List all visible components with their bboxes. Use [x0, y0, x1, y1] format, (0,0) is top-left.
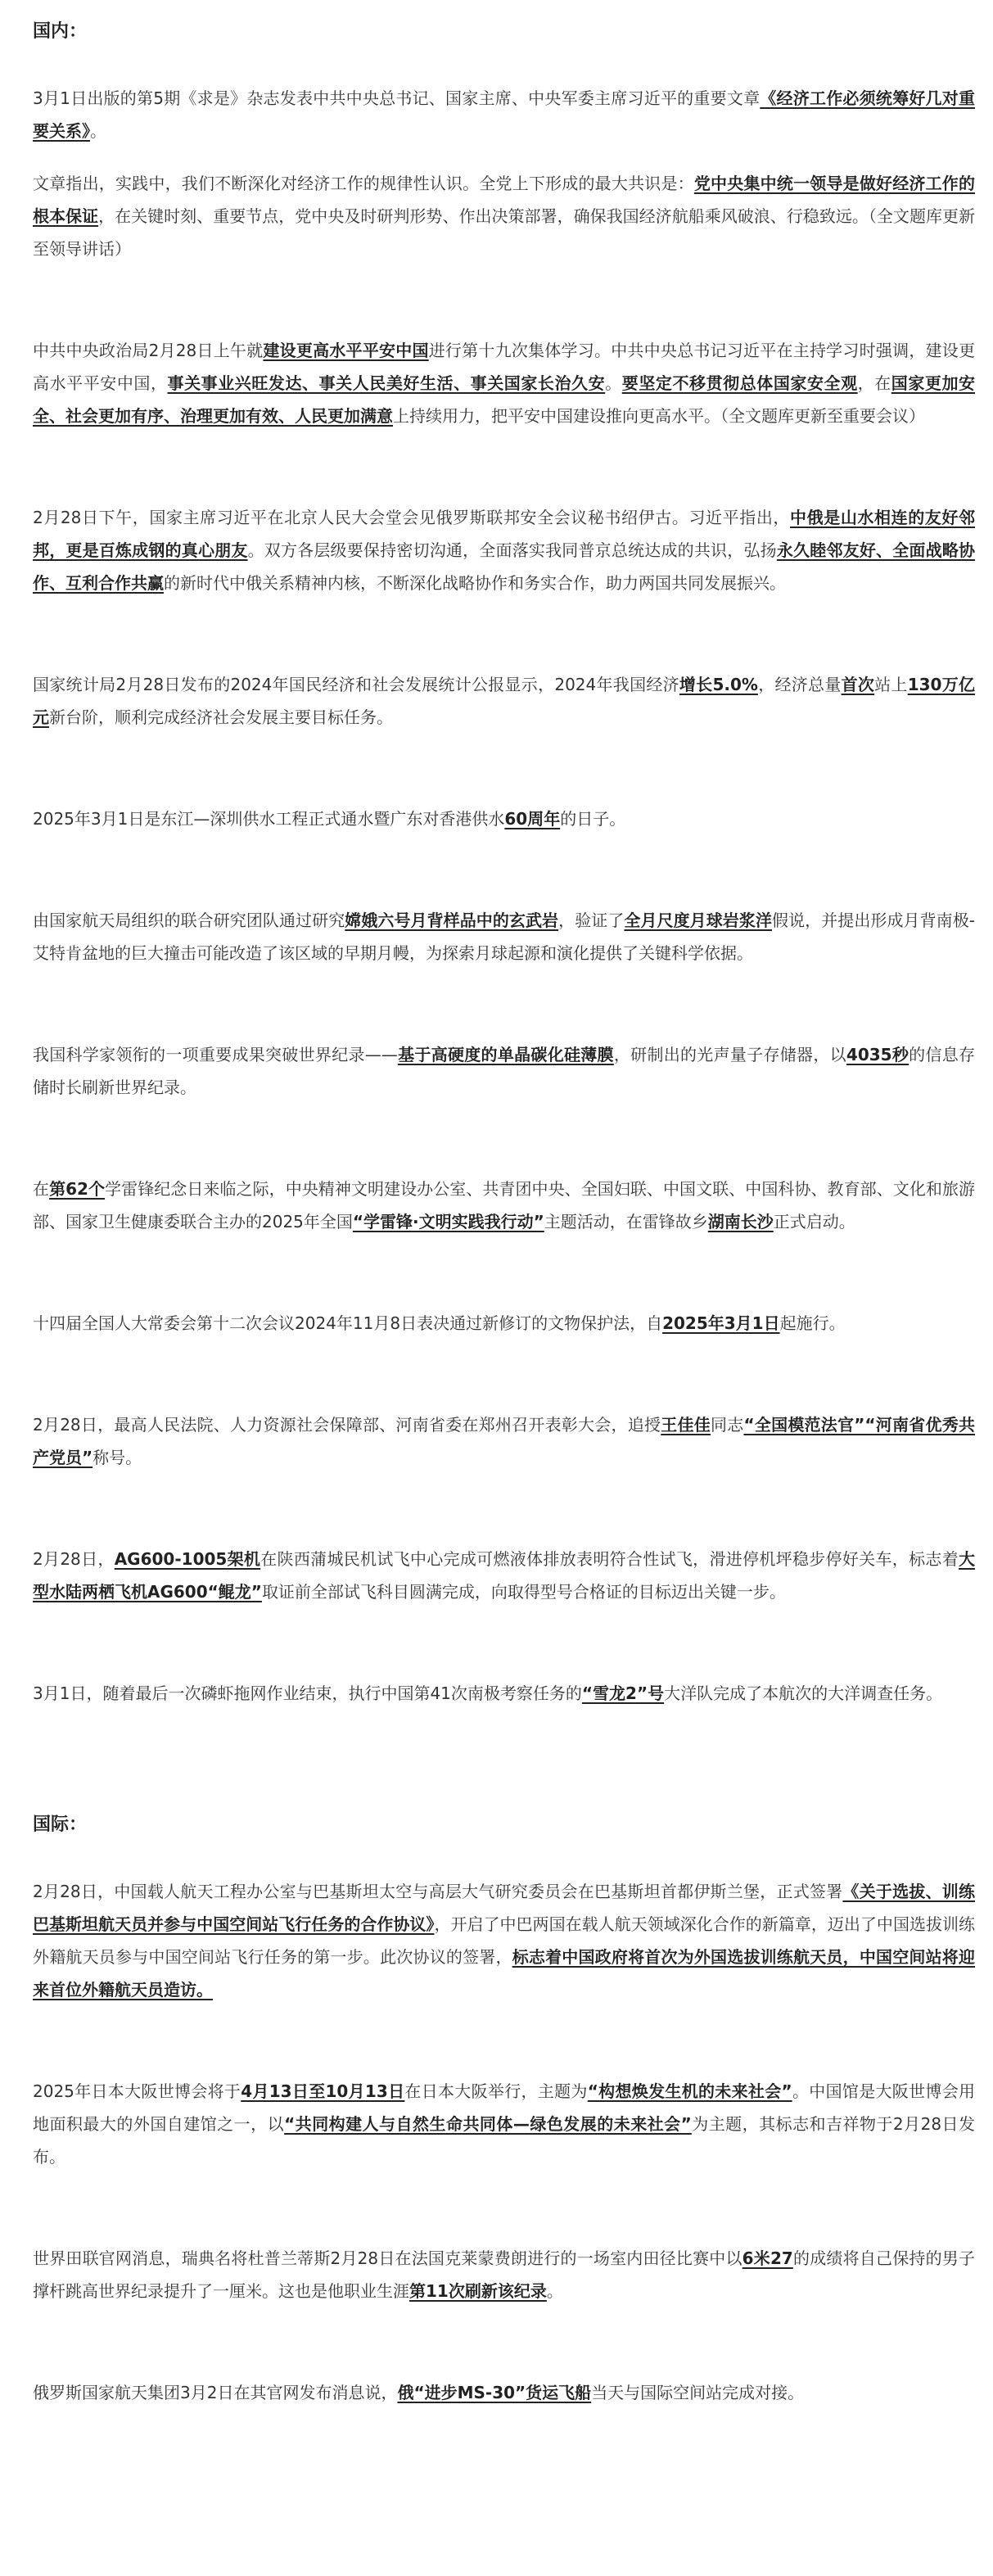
key-phrase: 湖南长沙	[707, 1212, 774, 1232]
body-text: 俄罗斯国家航天集团3月2日在其官网发布消息说，	[33, 2383, 398, 2402]
key-phrase: 中俄是山水相连的友好邻邦，更是百炼成钢的真心朋友	[33, 508, 975, 560]
body-text: 2月28日下午，国家主席习近平在北京人民大会堂会见俄罗斯联邦安全会议秘书绍伊古。习近平指出，	[33, 508, 791, 527]
body-text: 在陕西蒲城民机试飞中心完成可燃液体排放表明符合性试飞，滑进停机坪稳步停好关车，标志着	[260, 1549, 959, 1569]
body-text: 进行第十九次集体学习。中共中央总书记习近平在主持学习时强调，建设更高水平平安中国，	[33, 341, 976, 393]
body-text: 2025年3月1日是东江—深圳供水工程正式通水暨广东对香港供水	[33, 809, 505, 829]
body-text: ，在	[857, 373, 891, 393]
body-text: ，验证了	[558, 911, 625, 930]
key-phrase: 《经济工作必须统筹好几对重要关系》	[33, 88, 975, 141]
body-text: ，在关键时刻、重要节点，党中央及时研判形势、作出决策部署，确保我国经济航船乘风破浪、行稳致远。（全文题库更新至领导讲话）	[33, 206, 976, 259]
key-phrase: 标志着中国政府将首次为外国选拔训练航天员，中国空间站将迎来首位外籍航天员造访。	[33, 1947, 976, 2000]
section-title-domestic: 国内：	[33, 21, 88, 42]
key-phrase: 大型水陆两栖飞机AG600“鲲龙”	[33, 1549, 976, 1602]
body-text: 。	[90, 121, 106, 141]
body-text: 大洋队完成了本航次的大洋调查任务。	[664, 1683, 943, 1703]
body-text: 上持续用力，把平安中国建设推向更高水平。（全文题库更新至重要会议）	[393, 406, 925, 426]
body-text: ，开启了中巴两国在载人航天领域深化合作的新篇章，迈出了中国选拔训练外籍航天员参与中国空间站飞行任务的第一步。此次协议的签署，	[33, 1914, 976, 1967]
key-phrase: 基于高硬度的单晶碳化硅薄膜	[397, 1045, 614, 1064]
body-text: 的信息存储时长刷新世界纪录。	[33, 1045, 976, 1097]
body-text: 世界田联官网消息，瑞典名将杜普兰蒂斯2月28日在法国克莱蒙费朗进行的一场室内田径比赛中以	[33, 2248, 742, 2268]
body-text: ，研制出的光声量子存储器，以	[613, 1045, 846, 1064]
body-text: 我国科学家领衔的一项重要成果突破世界纪录——	[33, 1045, 398, 1064]
body-text: 的日子。	[560, 809, 626, 829]
news-paragraph	[33, 1543, 975, 1608]
key-phrase: 永久睦邻友好、全面战略协作、互利合作共赢	[33, 540, 976, 593]
key-phrase: 增长5.0%	[679, 675, 758, 694]
body-text: 当天与国际空间站完成对接。	[591, 2383, 805, 2402]
news-paragraph	[33, 1307, 975, 1340]
key-phrase: “共同构建人与自然生命共同体—绿色发展的未来社会”	[284, 2114, 692, 2134]
body-text: 中共中央政治局2月28日上午就	[33, 341, 264, 360]
body-text: 的新时代中俄关系精神内核，不断深化战略协作和务实合作，助力两国共同发展振兴。	[164, 573, 786, 593]
body-text: 2月28日，中国载人航天工程办公室与巴基斯坦太空与高层大气研究委员会在巴基斯坦首都伊斯兰堡，正式签署	[33, 1882, 843, 1901]
body-text: 假说，并提出形成月背南极-艾特肯盆地的巨大撞击可能改造了该区域的早期月幔，为探索月球起源和演化提供了关键科学依据。	[33, 911, 976, 963]
news-paragraph	[33, 668, 975, 734]
body-text: 国家统计局2月28日发布的2024年国民经济和社会发展统计公报显示，2024年我国经济	[33, 675, 679, 694]
key-phrase: 4035秒	[846, 1045, 909, 1064]
body-text: 同志	[710, 1415, 744, 1435]
news-paragraph	[33, 2376, 975, 2409]
body-text: 在	[33, 1179, 50, 1199]
body-text: ，经济总量	[757, 675, 842, 694]
key-phrase: 4月13日至10月13日	[241, 2081, 405, 2101]
news-paragraph	[33, 167, 975, 265]
key-phrase: 60周年	[504, 809, 561, 829]
body-text: 称号。	[93, 1448, 142, 1467]
body-text: 3月1日出版的第5期《求是》杂志发表中共中央总书记、国家主席、中央军委主席习近平的重要文章	[33, 88, 761, 108]
news-paragraph	[33, 904, 975, 969]
body-text: 起施行。	[779, 1313, 846, 1333]
key-phrase: AG600-1005架机	[114, 1549, 261, 1569]
key-phrase: 王佳佳	[661, 1415, 711, 1435]
news-paragraph	[33, 501, 975, 599]
body-text: 十四届全国人大常委会第十二次会议2024年11月8日表决通过新修订的文物保护法，自	[33, 1313, 663, 1333]
body-text: 由国家航天局组织的联合研究团队通过研究	[33, 911, 345, 930]
news-paragraph	[33, 1875, 975, 2006]
key-phrase: 6米27	[742, 2248, 793, 2268]
body-text: 新台阶，顺利完成经济社会发展主要目标任务。	[49, 707, 393, 727]
body-text: 2025年日本大阪世博会将于	[33, 2081, 241, 2101]
body-text: 。	[546, 2281, 563, 2301]
key-phrase: 2025年3月1日	[662, 1313, 780, 1333]
news-paragraph	[33, 1408, 975, 1474]
key-phrase: 要坚定不移贯彻总体国家安全观	[621, 373, 858, 393]
key-phrase: 事关事业兴旺发达、事关人民美好生活、事关国家长治久安	[167, 373, 606, 393]
body-text: 。中国馆是大阪世博会用地面积最大的外国自建馆之一，以	[33, 2081, 976, 2134]
news-paragraph	[33, 82, 975, 147]
key-phrase: 全月尺度月球岩浆洋	[624, 911, 773, 930]
key-phrase: “构想焕发生机的未来社会”	[587, 2081, 792, 2101]
body-text: 学雷锋纪念日来临之际，中央精神文明建设办公室、共青团中央、全国妇联、中国文联、中国科协、教育部、文化和旅游部、国家卫生健康委联合主办的2025年全国	[33, 1179, 976, 1232]
key-phrase: 《关于选拔、训练巴基斯坦航天员并参与中国空间站飞行任务的合作协议》	[33, 1882, 975, 1934]
body-text: 2月28日，	[33, 1549, 115, 1569]
body-text: 站上	[874, 675, 908, 694]
key-phrase: 130万亿元	[33, 675, 976, 727]
key-phrase: 第11次刷新该纪录	[409, 2281, 547, 2301]
body-text: 主题活动，在雷锋故乡	[544, 1212, 708, 1232]
section-title-international: 国际：	[33, 1814, 88, 1835]
key-phrase: 国家更加安全、社会更加有序、治理更加有效、人民更加满意	[33, 373, 976, 426]
key-phrase: 党中央集中统一领导是做好经济工作的根本保证	[33, 174, 976, 226]
news-paragraph	[33, 334, 975, 432]
key-phrase: 嫦娥六号月背样品中的玄武岩	[345, 911, 559, 930]
body-text: 取证前全部试飞科目圆满完成，向取得型号合格证的目标迈出关键一步。	[261, 1582, 786, 1602]
news-paragraph	[33, 802, 975, 835]
body-text: 。双方各层级要保持密切沟通，全面落实我同普京总统达成的共识，弘扬	[247, 540, 777, 560]
key-phrase: 俄“进步MS-30”货运飞船	[397, 2383, 592, 2402]
key-phrase: “全国模范法官”“河南省优秀共产党员”	[33, 1415, 975, 1467]
body-text: 3月1日，随着最后一次磷虾拖网作业结束，执行中国第41次南极考察任务的	[33, 1683, 582, 1703]
body-text: 。	[605, 373, 622, 393]
key-phrase: 建设更高水平平安中国	[263, 341, 429, 360]
news-paragraph	[33, 1038, 975, 1104]
body-text: 的成绩将自己保持的男子撑杆跳高世界纪录提升了一厘米。这也是他职业生涯	[33, 2248, 976, 2301]
body-text: 正式启动。	[773, 1212, 855, 1232]
body-text: 在日本大阪举行，主题为	[404, 2081, 588, 2101]
body-text: 2月28日，最高人民法院、人力资源社会保障部、河南省委在郑州召开表彰大会，追授	[33, 1415, 661, 1435]
key-phrase: “学雷锋·文明实践我行动”	[352, 1212, 544, 1232]
body-text: 为主题，其标志和吉祥物于2月28日发布。	[33, 2114, 975, 2167]
news-paragraph	[33, 2242, 975, 2307]
news-paragraph	[33, 1173, 975, 1238]
key-phrase: 首次	[841, 675, 875, 694]
key-phrase: “雪龙2”号	[581, 1683, 665, 1703]
news-paragraph	[33, 2075, 975, 2173]
news-paragraph	[33, 1677, 975, 1710]
body-text: 文章指出，实践中，我们不断深化对经济工作的规律性认识。全党上下形成的最大共识是：	[33, 174, 694, 193]
key-phrase: 第62个	[49, 1179, 106, 1199]
